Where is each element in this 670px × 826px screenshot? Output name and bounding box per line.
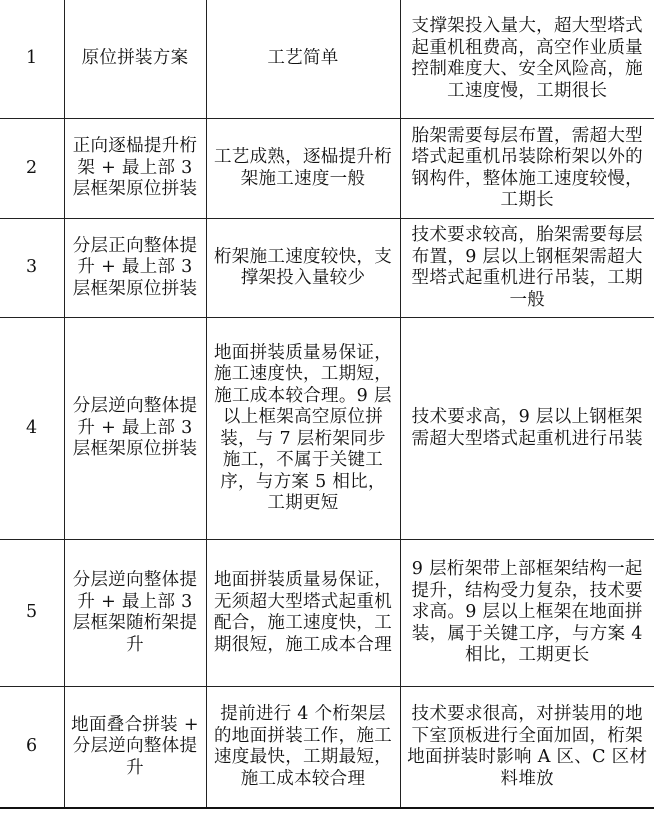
advantages-cell: 地面拼装质量易保证，施工速度快，工期短，施工成本较合理。9 层以上框架高空原位拼装，与 7 层桁架同步施工，不属于关键工序，与方案 5 相比，工期更短 <box>206 318 400 540</box>
row-number: 5 <box>0 540 64 687</box>
table-row <box>0 318 654 540</box>
disadvantages-cell: 技术要求高，9 层以上钢框架需超大型塔式起重机进行吊装 <box>400 318 654 540</box>
table-row <box>0 540 654 687</box>
table-row <box>0 0 654 119</box>
disadvantages-cell: 胎架需要每层布置，需超大型塔式起重机吊装除桁架以外的钢构件，整体施工速度较慢，工期长 <box>400 119 654 219</box>
table-row <box>0 219 654 318</box>
row-number: 6 <box>0 687 64 809</box>
row-number: 3 <box>0 219 64 318</box>
advantages-cell: 工艺简单 <box>206 0 400 119</box>
scheme-cell: 分层逆向整体提升 + 最上部 3 层框架原位拼装 <box>64 318 206 540</box>
disadvantages-cell: 支撑架投入量大，超大型塔式起重机租费高，高空作业质量控制难度大、安全风险高，施工速度慢，工期很长 <box>400 0 654 119</box>
row-number: 1 <box>0 0 64 119</box>
scheme-cell: 地面叠合拼装 + 分层逆向整体提升 <box>64 687 206 809</box>
row-number: 2 <box>0 119 64 219</box>
disadvantages-cell: 9 层桁架带上部框架结构一起提升，结构受力复杂，技术要求高。9 层以上框架在地面拼装，属于关键工序，与方案 4 相比，工期更长 <box>400 540 654 687</box>
disadvantages-cell: 技术要求较高，胎架需要每层布置，9 层以上钢框架需超大型塔式起重机进行吊装，工期一般 <box>400 219 654 318</box>
table-row <box>0 119 654 219</box>
scheme-cell: 分层正向整体提升 + 最上部 3 层框架原位拼装 <box>64 219 206 318</box>
row-number: 4 <box>0 318 64 540</box>
advantages-cell: 提前进行 4 个桁架层的地面拼装工作，施工速度最快，工期最短，施工成本较合理 <box>206 687 400 809</box>
scheme-cell: 原位拼装方案 <box>64 0 206 119</box>
disadvantages-cell: 技术要求很高，对拼装用的地下室顶板进行全面加固，桁架地面拼装时影响 A 区、C 区材料堆放 <box>400 687 654 809</box>
table-row <box>0 687 654 809</box>
advantages-cell: 工艺成熟，逐榀提升桁架施工速度一般 <box>206 119 400 219</box>
advantages-cell: 桁架施工速度较快，支撑架投入量较少 <box>206 219 400 318</box>
scheme-cell: 正向逐榀提升桁架 + 最上部 3 层框架原位拼装 <box>64 119 206 219</box>
advantages-cell: 地面拼装质量易保证，无须超大型塔式起重机配合，施工速度快，工期很短，施工成本合理 <box>206 540 400 687</box>
scheme-cell: 分层逆向整体提升 + 最上部 3 层框架随桁架提升 <box>64 540 206 687</box>
